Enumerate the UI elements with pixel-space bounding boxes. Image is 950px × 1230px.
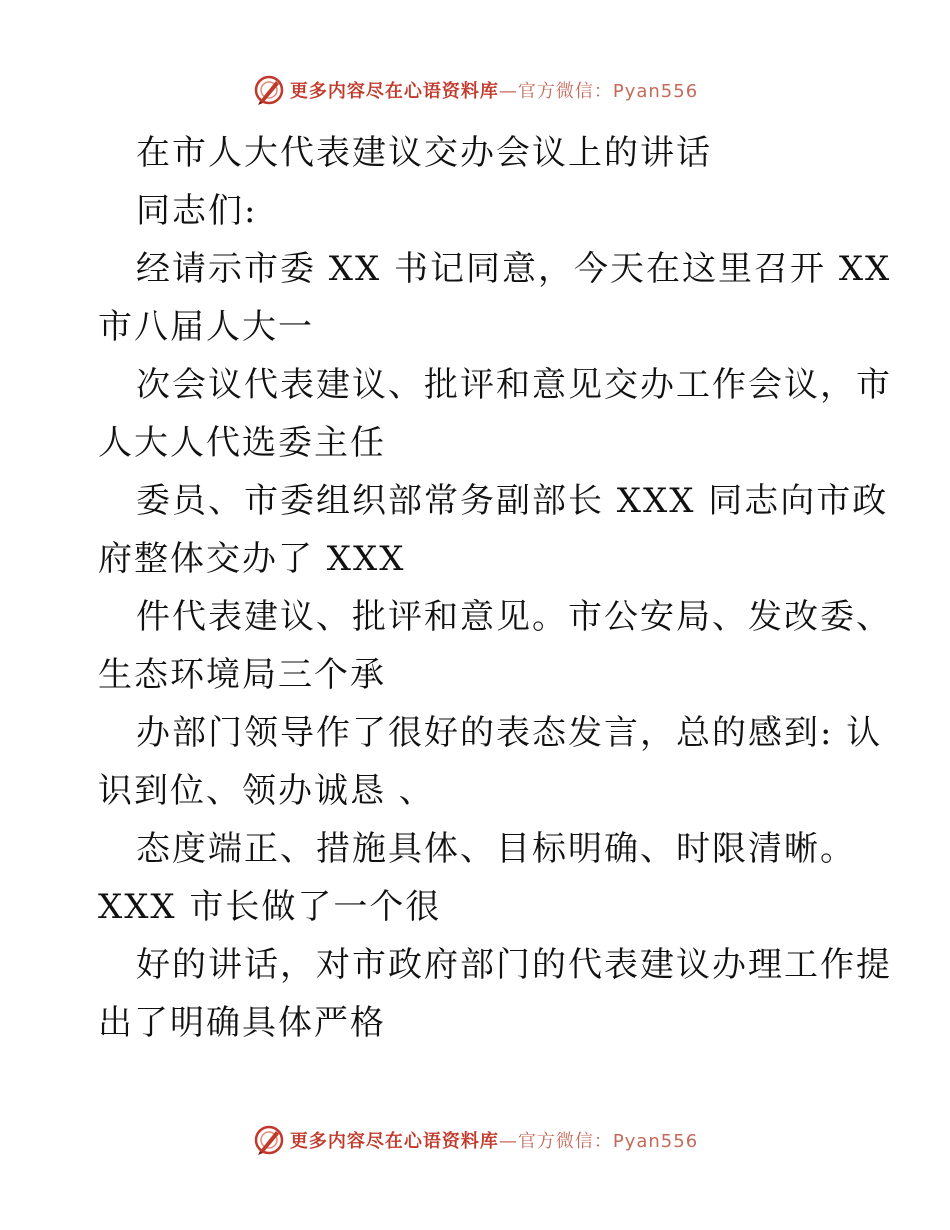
watermark-text [290,77,698,103]
document-line: 生态环境局三个承 [98,655,386,695]
document-line: 市八届人大一 [98,307,314,347]
document-line: 办部门领导作了很好的表态发言，总的感到: 认 [136,713,883,753]
watermark-official-text: 官方微信： [517,81,613,102]
watermark-separator: — [498,81,518,102]
document-line: 同志们: [136,191,258,231]
pen-logo-icon [252,1123,286,1157]
document-line: 在市人大代表建议交办会议上的讲话 [136,133,712,173]
watermark-text [290,1127,698,1153]
watermark-official-text: 官方微信： [517,1131,613,1152]
document-body [98,124,892,1052]
header-watermark [0,70,950,110]
document-line: XXX 市长做了一个很 [98,887,442,927]
document-line: 人大人代选委主任 [98,423,386,463]
watermark-site-text: 更多内容尽在心语资料库 [289,81,499,102]
document-line: 态度端正、措施具体、目标明确、时限清晰。 [136,829,856,869]
watermark-wechat-id: Pyan556 [612,81,699,102]
document-line: 出了明确具体严格 [98,1003,386,1043]
watermark-site-text: 更多内容尽在心语资料库 [289,1131,499,1152]
document-line: 经请示市委 XX 书记同意，今天在这里召开 XX [136,249,892,289]
pen-logo-icon [252,73,286,107]
document-line: 识到位、领办诚恳 、 [98,771,435,811]
document-line: 委员、市委组织部常务副部长 XXX 同志向市政 [136,481,889,521]
document-line: 府整体交办了 XXX [98,539,406,579]
watermark-wechat-id: Pyan556 [612,1131,699,1152]
footer-watermark [0,1120,950,1160]
document-line: 好的讲话，对市政府部门的代表建议办理工作提 [136,945,892,985]
watermark-separator: — [498,1131,518,1152]
document-line: 件代表建议、批评和意见。市公安局、发改委、 [136,597,892,637]
document-line: 次会议代表建议、批评和意见交办工作会议，市 [136,365,892,405]
